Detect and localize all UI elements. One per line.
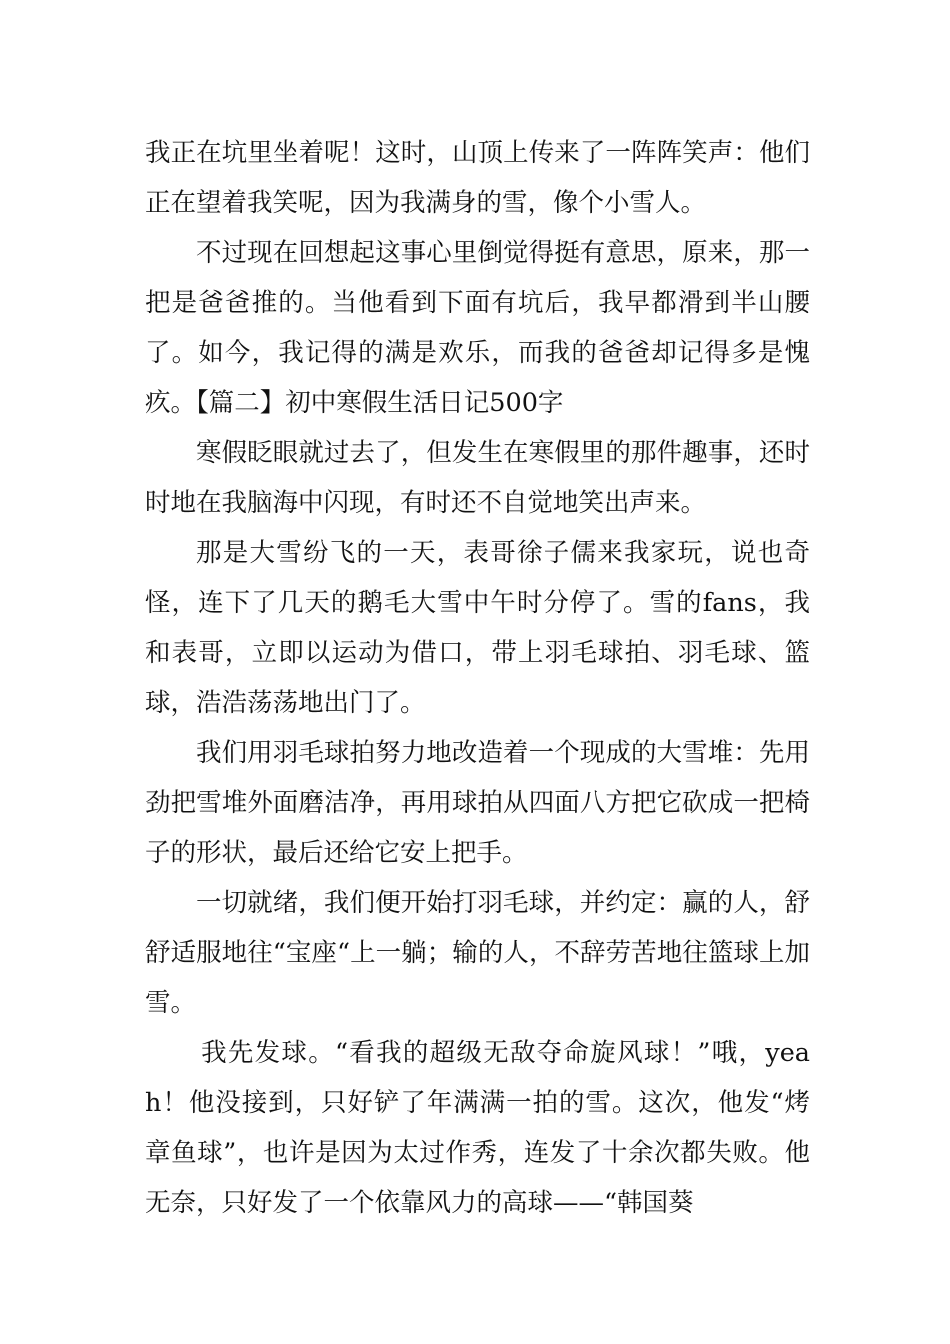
paragraph-4: 那是大雪纷飞的一天，表哥徐子儒来我家玩，说也奇怪，连下了几天的鹅毛大雪中午时分停了。雪的fans，我和表哥，立即以运动为借口，带上羽毛球拍、羽毛球、篮球，浩浩荡荡地出门了。: [145, 538, 810, 718]
paragraph-5: 我们用羽毛球拍努力地改造着一个现成的大雪堆：先用劲把雪堆外面磨洁净，再用球拍从四面八方把它砍成一把椅子的形状，最后还给它安上把手。: [145, 738, 810, 868]
paragraph-7: 我先发球。“看我的超级无敌夺命旋风球！”哦，yeah！他没接到，只好铲了年满满一拍的雪。这次，他发“烤章鱼球”，也许是因为太过作秀，连发了十余次都失败。他无奈，只好发了一个依靠风力的高球——“韩国葵: [145, 1038, 810, 1218]
paragraph-6: 一切就绪，我们便开始打羽毛球，并约定：赢的人，舒舒适服地往“宝座“上一躺；输的人，不辞劳苦地往篮球上加雪。: [145, 888, 810, 1018]
paragraph-2: 不过现在回想起这事心里倒觉得挺有意思，原来，那一把是爸爸推的。当他看到下面有坑后，我早都滑到半山腰了。如今，我记得的满是欢乐，而我的爸爸却记得多是愧疚。【篇二】初中寒假生活日记500字: [145, 238, 810, 418]
paragraph-3: 寒假眨眼就过去了，但发生在寒假里的那件趣事，还时时地在我脑海中闪现，有时还不自觉地笑出声来。: [145, 438, 810, 518]
document-body: [145, 128, 810, 1228]
paragraph-1: 我正在坑里坐着呢！这时，山顶上传来了一阵阵笑声：他们正在望着我笑呢，因为我满身的雪，像个小雪人。: [145, 138, 810, 218]
